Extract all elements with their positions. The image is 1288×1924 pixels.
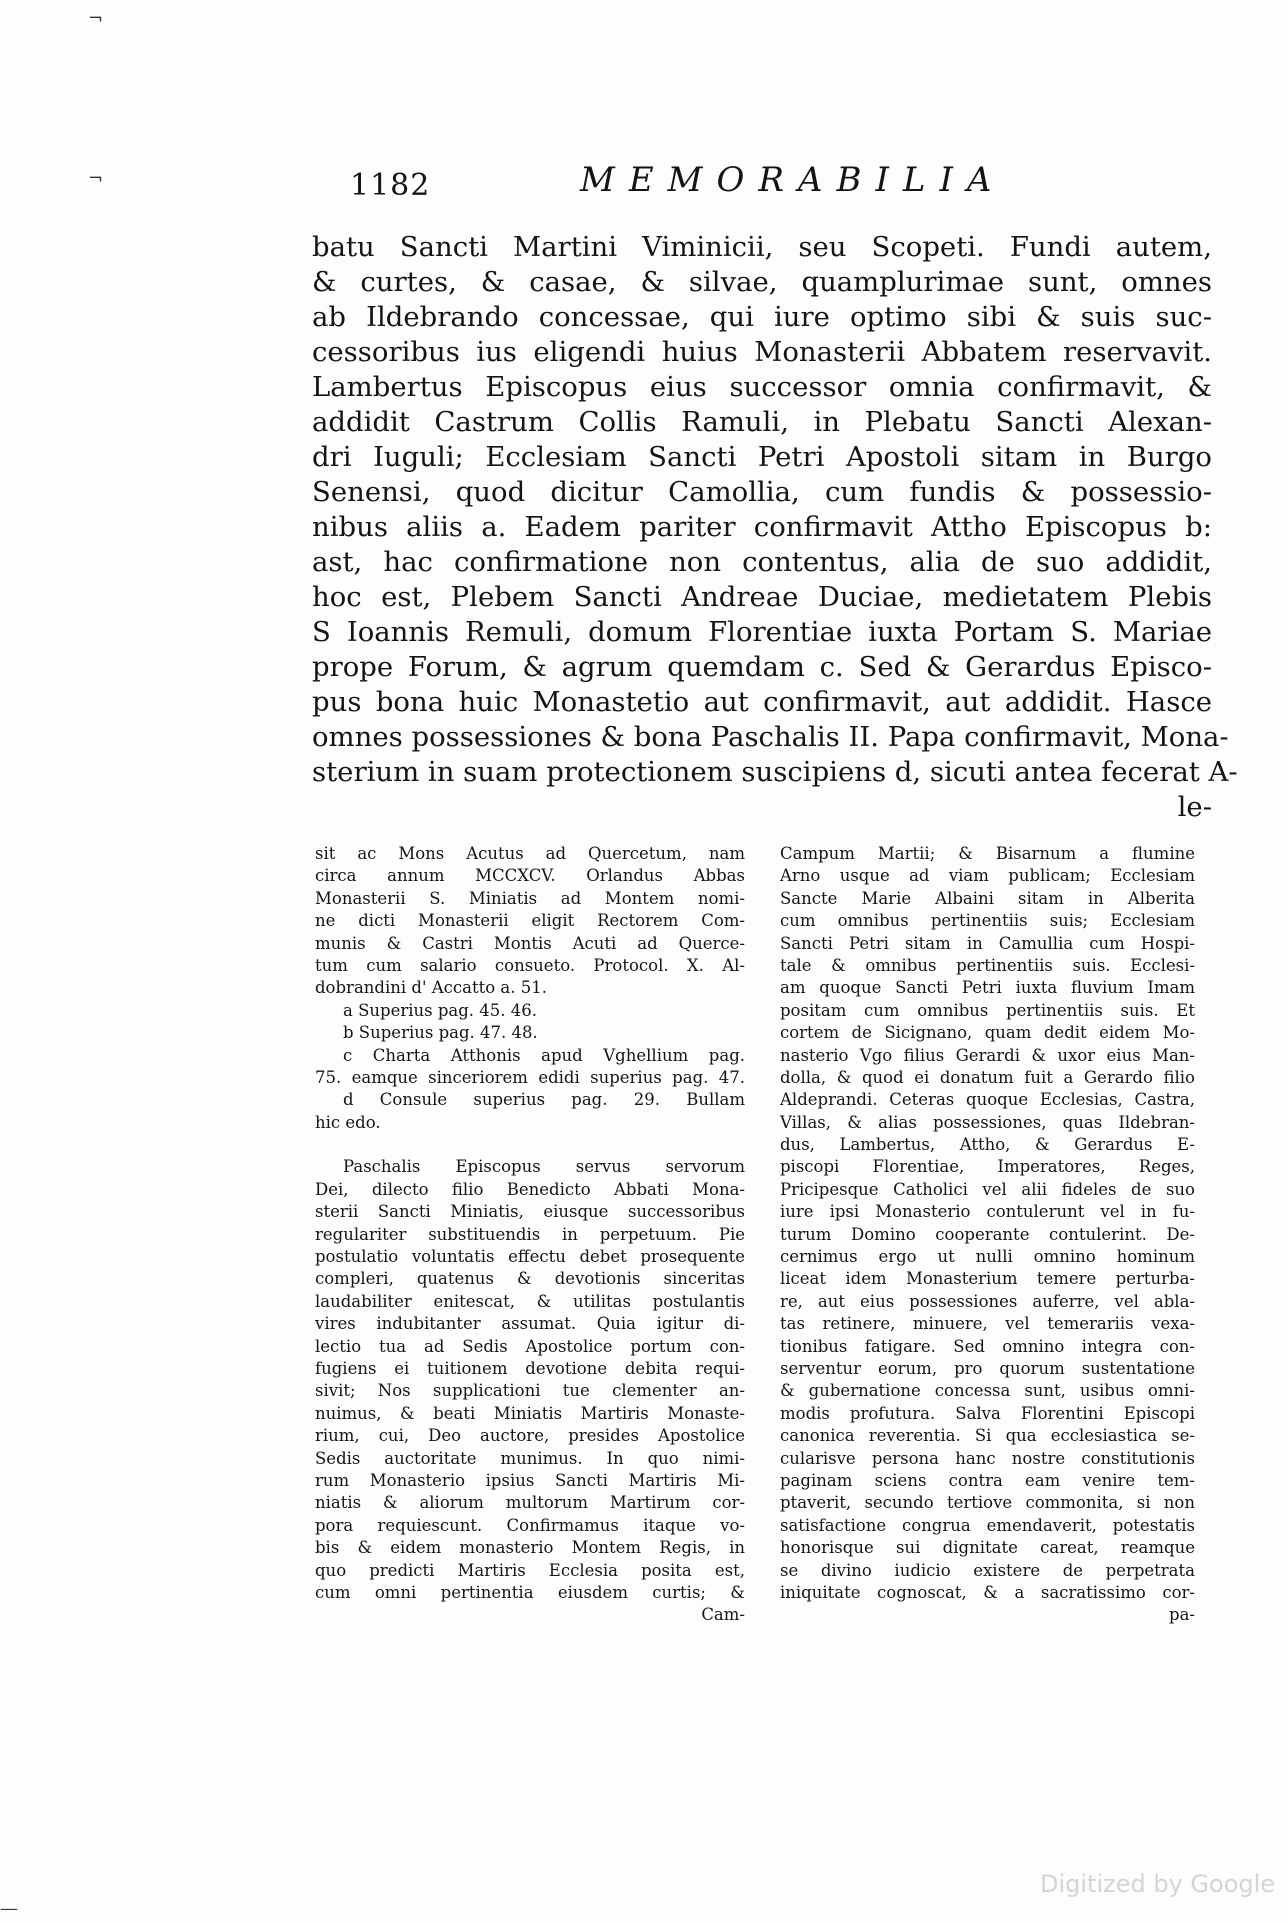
footnote-line: Monasterii S. Miniatis ad Montem nomi- — [315, 888, 745, 908]
bull-text-line: sterii Sancti Miniatis, eiusque successoribus — [315, 1202, 745, 1222]
text-line: omnes possessiones & bona Paschalis II. Papa confirmavit, Mona- — [312, 721, 1229, 753]
text-line: S Ioannis Remuli, domum Florentiae iuxta Portam S. Mariae — [312, 616, 1212, 648]
footnotes-right-column — [780, 843, 1195, 1627]
bull-text-line: nuimus, & beati Miniatis Martiris Monaste- — [315, 1403, 745, 1423]
text-line: hoc est, Plebem Sancti Andreae Duciae, medietatem Plebis — [312, 581, 1212, 613]
bull-text-line: bis & eidem monasterio Montem Regis, in — [315, 1538, 745, 1558]
page-header — [350, 160, 1050, 206]
footnote-line: 75. eamque sinceriorem edidi superius pag. 47. — [315, 1067, 745, 1087]
text-line: Senensi, quod dicitur Camollia, cum fundis & possessio- — [312, 476, 1212, 508]
bull-text-line: Aldeprandi. Ceteras quoque Ecclesias, Castra, — [780, 1090, 1195, 1110]
bull-text-line: positam cum omnibus pertinentiis suis. Et — [780, 1000, 1195, 1020]
digitization-watermark: Digitized by Google — [1040, 1870, 1276, 1898]
running-head: MEMORABILIA — [580, 160, 1006, 200]
bull-text-line: canonica reverentia. Si qua ecclesiastica se- — [780, 1426, 1195, 1446]
bull-text-line: ptaverit, secundo tertiove commonita, si non — [780, 1493, 1195, 1513]
bull-text-line: liceat idem Monasterium temere perturba- — [780, 1269, 1195, 1289]
bull-text-line: iniquitate cognoscat, & a sacratissimo cor- — [780, 1582, 1195, 1602]
bull-text-line: rum Monasterio ipsius Sancti Martiris Mi- — [315, 1470, 745, 1490]
bull-text-line: iure ipsi Monasterio contulerunt vel in fu- — [780, 1202, 1195, 1222]
footnote-line: dobrandini d' Accatto a. 51. — [315, 978, 547, 998]
text-line: sterium in suam protectionem suscipiens d, sicuti antea fecerat A- — [312, 756, 1238, 788]
bull-text-line: am quoque Sancti Petri iuxta fluvium Imam — [780, 978, 1195, 998]
bull-text-line: cum omnibus pertinentiis suis; Ecclesiam — [780, 911, 1195, 931]
bull-text-line: dolla, & quod ei donatum fuit a Gerardo filio — [780, 1067, 1195, 1087]
footnote-c: c Charta Atthonis apud Vghellium pag. — [343, 1045, 745, 1065]
text-line: & curtes, & casae, & silvae, quamplurimae sunt, omnes — [312, 266, 1212, 298]
spacer — [315, 1134, 745, 1156]
bull-text-line: sivit; Nos supplicationi tue clementer an- — [315, 1381, 745, 1401]
bull-text-line: rium, cui, Deo auctore, presides Apostolice — [315, 1426, 745, 1446]
footnote-b: b Superius pag. 47. 48. — [343, 1023, 538, 1043]
scan-bottom-mark: — — [0, 1898, 18, 1919]
text-line: addidit Castrum Collis Ramuli, in Plebatu Sancti Alexan- — [312, 406, 1212, 438]
bull-text-line: cum omni pertinentia eiusdem curtis; & — [315, 1582, 745, 1602]
text-line: nibus aliis a. Eadem pariter confirmavit Attho Episcopus b: — [312, 511, 1212, 543]
footnote-d: d Consule superius pag. 29. Bullam — [343, 1090, 745, 1110]
bull-text-line: se divino iudicio existere de perpetrata — [780, 1560, 1195, 1580]
main-text — [312, 230, 1238, 825]
catchword: le- — [1177, 791, 1212, 823]
footnote-line: hic edo. — [315, 1112, 381, 1132]
scan-corner-mark: ¬ — [88, 8, 104, 29]
text-line: batu Sancti Martini Viminicii, seu Scopeti. Fundi autem, — [312, 231, 1212, 263]
footnote-line: circa annum MCCXCV. Orlandus Abbas — [315, 866, 745, 886]
bull-text-line: Arno usque ad viam publicam; Ecclesiam — [780, 866, 1195, 886]
bull-text-line: tas retinere, minuere, vel temerariis vexa- — [780, 1314, 1195, 1334]
bull-text-line: quo predicti Martiris Ecclesia posita est, — [315, 1560, 745, 1580]
bull-text-line: modis profutura. Salva Florentini Episcopi — [780, 1403, 1195, 1423]
bull-text-line: dus, Lambertus, Attho, & Gerardus E- — [780, 1135, 1195, 1155]
bull-text-line: piscopi Florentiae, Imperatores, Reges, — [780, 1157, 1195, 1177]
bull-text-line: Pricipesque Catholici vel alii fideles de suo — [780, 1179, 1195, 1199]
bull-text-line: cernimus ergo ut nulli omnino hominum — [780, 1247, 1195, 1267]
bull-text-line: Sancte Marie Albaini sitam in Alberita — [780, 888, 1195, 908]
text-line: prope Forum, & agrum quemdam c. Sed & Gerardus Episco- — [312, 651, 1212, 683]
bull-text-line: compleri, quatenus & devotionis sinceritas — [315, 1269, 745, 1289]
bull-text-line: fugiens ei tuitionem devotione debita requi- — [315, 1358, 745, 1378]
bull-text-line: re, aut eius possessiones auferre, vel abla- — [780, 1291, 1195, 1311]
text-line: ab Ildebrando concessae, qui iure optimo sibi & suis suc- — [312, 301, 1212, 333]
bull-text-line: Sedis auctoritate munimus. In quo nimi- — [315, 1448, 745, 1468]
catchword: pa- — [1169, 1605, 1195, 1625]
bull-text-line: tionibus fatigare. Sed omnino integra con- — [780, 1336, 1195, 1356]
bull-text-line: honorisque sui dignitate careat, reamque — [780, 1538, 1195, 1558]
bull-text-line: serventur eorum, pro quorum sustentatione — [780, 1358, 1195, 1378]
bull-text-line: Paschalis Episcopus servus servorum — [343, 1157, 745, 1177]
footnote-line: ne dicti Monasterii eligit Rectorem Com- — [315, 911, 745, 931]
catchword: Cam- — [701, 1605, 745, 1625]
bull-text-line: postulatio voluntatis effectu debet prosequente — [315, 1247, 745, 1267]
bull-text-line: regulariter substituendis in perpetuum. Pie — [315, 1224, 745, 1244]
text-line: dri Iuguli; Ecclesiam Sancti Petri Apostoli sitam in Burgo — [312, 441, 1212, 473]
text-line: Lambertus Episcopus eius successor omnia confirmavit, & — [312, 371, 1212, 403]
bull-text-line: paginam sciens contra eam venire tem- — [780, 1470, 1195, 1490]
bull-text-line: cularisve persona hanc nostre constitutionis — [780, 1448, 1195, 1468]
bull-text-line: Sancti Petri sitam in Camullia cum Hospi- — [780, 933, 1195, 953]
text-line: cessoribus ius eligendi huius Monasterii Abbatem reservavit. — [312, 336, 1212, 368]
footnote-a: a Superius pag. 45. 46. — [343, 1000, 538, 1020]
bull-text-line: & gubernatione concessa sunt, usibus omni- — [780, 1381, 1195, 1401]
bull-text-line: lectio tua ad Sedis Apostolice portum con- — [315, 1336, 745, 1356]
bull-text-line: vires indubitanter assumat. Quia igitur di- — [315, 1314, 745, 1334]
bull-text-line: turum Domino cooperante contulerint. De- — [780, 1224, 1195, 1244]
bull-text-line: Villas, & alias possessiones, quas Ildebran- — [780, 1112, 1195, 1132]
bull-text-line: Campum Martii; & Bisarnum a flumine — [780, 844, 1195, 863]
footnote-line: munis & Castri Montis Acuti ad Querce- — [315, 933, 745, 953]
bull-text-line: niatis & aliorum multorum Martirum cor- — [315, 1493, 745, 1513]
bull-text-line: tale & omnibus pertinentiis suis. Ecclesi- — [780, 955, 1195, 975]
scan-margin-mark: ¬ — [88, 168, 104, 189]
footnote-line: tum cum salario consueto. Protocol. X. Al- — [315, 955, 745, 975]
footnote-line: sit ac Mons Acutus ad Quercetum, nam — [315, 844, 745, 863]
bull-text-line: laudabiliter enitescat, & utilitas postulantis — [315, 1291, 745, 1311]
text-line: ast, hac confirmatione non contentus, alia de suo addidit, — [312, 546, 1212, 578]
bull-text-line: pora requiescunt. Confirmamus itaque vo- — [315, 1515, 745, 1535]
bull-text-line: nasterio Vgo filius Gerardi & uxor eius Man- — [780, 1045, 1195, 1065]
page-number: 1182 — [350, 168, 431, 203]
bull-text-line: satisfactione congrua emendaverit, potestatis — [780, 1515, 1195, 1535]
bull-text-line: Dei, dilecto filio Benedicto Abbati Mona- — [315, 1179, 745, 1199]
bull-text-line: cortem de Sicignano, quam dedit eidem Mo- — [780, 1023, 1195, 1043]
footnotes-left-column — [315, 843, 745, 1627]
text-line: pus bona huic Monastetio aut confirmavit, aut addidit. Hasce — [312, 686, 1212, 718]
